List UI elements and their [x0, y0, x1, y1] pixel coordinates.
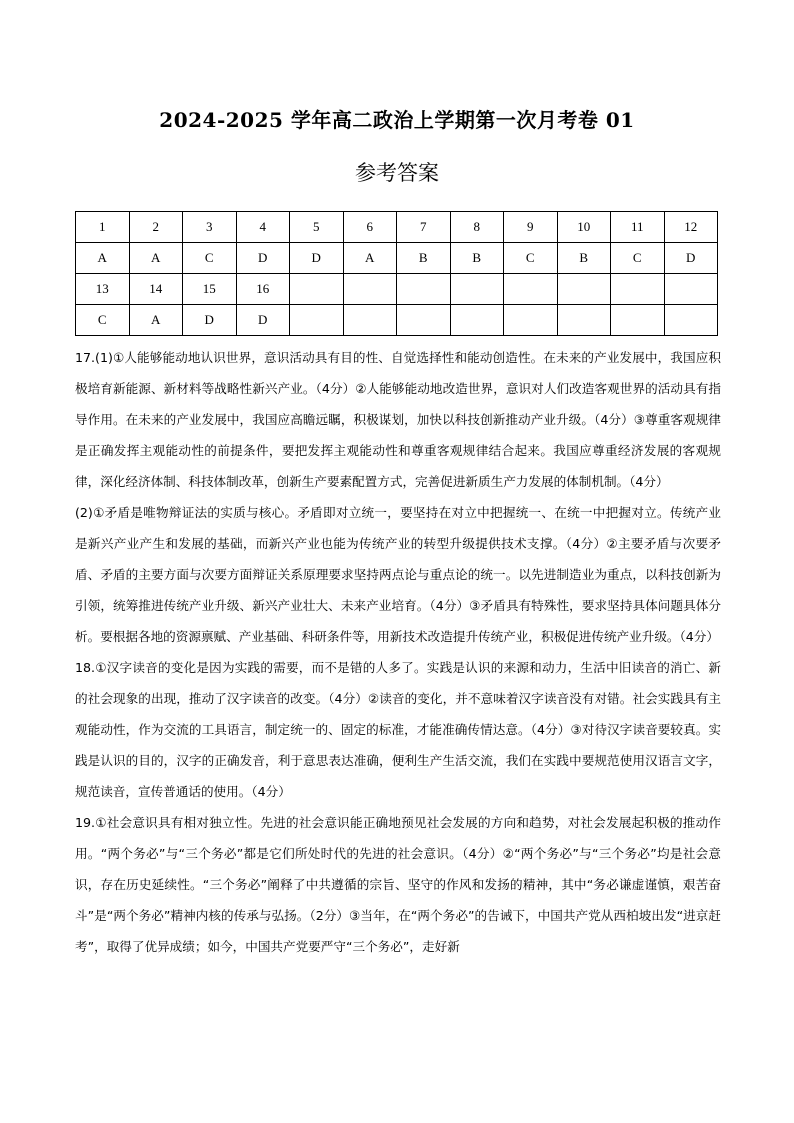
- answer-table-cell: B: [557, 243, 611, 274]
- answer-table-cell: 9: [504, 212, 558, 243]
- answer-table-cell: [504, 305, 558, 336]
- answer-paragraph-18: 18.①汉字读音的变化是因为实践的需要，而不是错的人多了。实践是认识的来源和动力，生活中旧读音的消亡、新的社会现象的出现，推动了汉字读音的改变。（4分）②读音的变化，并不意味着汉字读音没有对错。社会实践具有主观能动性，作为交流的工具语言，制定统一的、固定的标准，才能准确传情达意。（4分）③对待汉字读音要较真。实践是认识的目的，汉字的正确发音，利于意思表达准确，便利生产生活交流，我们在实践中要规范使用汉语言文字，规范读音，宣传普通话的使用。（4分）: [75, 660, 721, 799]
- answer-table-cell: 10: [557, 212, 611, 243]
- answer-paragraph-17-1: 17.(1)①人能够能动地认识世界，意识活动具有目的性、自觉选择性和能动创造性。在未来的产业发展中，我国应积极培育新能源、新材料等战略性新兴产业。（4分）②人能够能动地改造世界，意识对人们改造客观世界的活动具有指导作用。在未来的产业发展中，我国应高瞻远瞩，积极谋划，加快以科技创新推动产业升级。（4分）③尊重客观规律是正确发挥主观能动性的前提条件，要把发挥主观能动性和尊重客观规律结合起来。我国应尊重经济发展的客观规律，深化经济体制、科技体制改革，创新生产要素配置方式，完善促进新质生产力发展的体制机制。（4分）: [75, 350, 721, 489]
- answer-table-cell: C: [611, 243, 665, 274]
- answer-table-row: [76, 243, 718, 274]
- answer-table-cell: D: [236, 305, 290, 336]
- answer-table-cell: D: [290, 243, 344, 274]
- answer-table-cell: [290, 305, 344, 336]
- answer-table-row: [76, 305, 718, 336]
- answer-table-cell: C: [183, 243, 237, 274]
- answer-table-cell: [664, 305, 718, 336]
- answer-paragraph-17-2: (2)①矛盾是唯物辩证法的实质与核心。矛盾即对立统一，要坚持在对立中把握统一、在统一中把握对立。传统产业是新兴产业产生和发展的基础，而新兴产业也能为传统产业的转型升级提供技术支撑。（4分）②主要矛盾与次要矛盾、矛盾的主要方面与次要方面辩证关系原理要求坚持两点论与重点论的统一。以先进制造业为重点，以科技创新为引领，统筹推进传统产业升级、新兴产业壮大、未来产业培育。（4分）③矛盾具有特殊性，要求坚持具体问题具体分析。要根据各地的资源禀赋、产业基础、科研条件等，用新技术改造提升传统产业，积极促进传统产业升级。（4分）: [75, 505, 721, 644]
- answer-table-cell: 15: [183, 274, 237, 305]
- answer-table-cell: 11: [611, 212, 665, 243]
- answer-table-cell: [450, 274, 504, 305]
- answer-table-row: [76, 212, 718, 243]
- answer-paragraph-19: 19.①社会意识具有相对独立性。先进的社会意识能正确地预见社会发展的方向和趋势，对社会发展起积极的推动作用。“两个务必”与“三个务必”都是它们所处时代的先进的社会意识。（4分）②“两个务必”与“三个务必”均是社会意识，存在历史延续性。“三个务必”阐释了中共遵循的宗旨、坚守的作风和发扬的精神，其中“务必谦虚谨慎，艰苦奋斗”是“两个务必”精神内核的传承与弘扬。（2分）③当年，在“两个务必”的告诫下，中国共产党从西柏坡出发“进京赶考”，取得了优异成绩；如今，中国共产党要严守“三个务必”，走好新: [75, 815, 721, 954]
- answer-table-cell: [611, 274, 665, 305]
- answer-explanations: [75, 342, 721, 962]
- document-title: 2024-2025 学年高二政治上学期第一次月考卷 01: [159, 108, 635, 132]
- answer-table-cell: A: [129, 243, 183, 274]
- answer-table-cell: 7: [397, 212, 451, 243]
- answer-table-cell: 2: [129, 212, 183, 243]
- answer-table-cell: 13: [76, 274, 130, 305]
- answer-table-cell: [557, 274, 611, 305]
- answer-table-cell: [343, 305, 397, 336]
- answer-table-cell: C: [504, 243, 558, 274]
- answer-table-cell: [290, 274, 344, 305]
- answer-table-cell: [611, 305, 665, 336]
- answer-table-cell: D: [183, 305, 237, 336]
- answer-table-cell: 16: [236, 274, 290, 305]
- answer-table-cell: [450, 305, 504, 336]
- answer-table-cell: [343, 274, 397, 305]
- answer-table-cell: C: [76, 305, 130, 336]
- answer-table-cell: [504, 274, 558, 305]
- answer-table-cell: A: [76, 243, 130, 274]
- answer-table-cell: [664, 274, 718, 305]
- answer-table-cell: 12: [664, 212, 718, 243]
- answer-table-cell: 3: [183, 212, 237, 243]
- answer-table-cell: A: [343, 243, 397, 274]
- document-subtitle: 参考答案: [355, 161, 439, 185]
- answer-table-cell: 1: [76, 212, 130, 243]
- answer-table-cell: [397, 305, 451, 336]
- answer-table-cell: A: [129, 305, 183, 336]
- answer-table-cell: D: [236, 243, 290, 274]
- answer-table-cell: B: [397, 243, 451, 274]
- answer-table: [75, 211, 718, 336]
- answer-table-cell: 6: [343, 212, 397, 243]
- answer-table-cell: 5: [290, 212, 344, 243]
- answer-table-cell: 8: [450, 212, 504, 243]
- answer-table-row: [76, 274, 718, 305]
- answer-table-cell: [557, 305, 611, 336]
- answer-table-cell: [397, 274, 451, 305]
- answer-table-cell: 14: [129, 274, 183, 305]
- answer-table-cell: D: [664, 243, 718, 274]
- answer-table-cell: 4: [236, 212, 290, 243]
- answer-table-cell: B: [450, 243, 504, 274]
